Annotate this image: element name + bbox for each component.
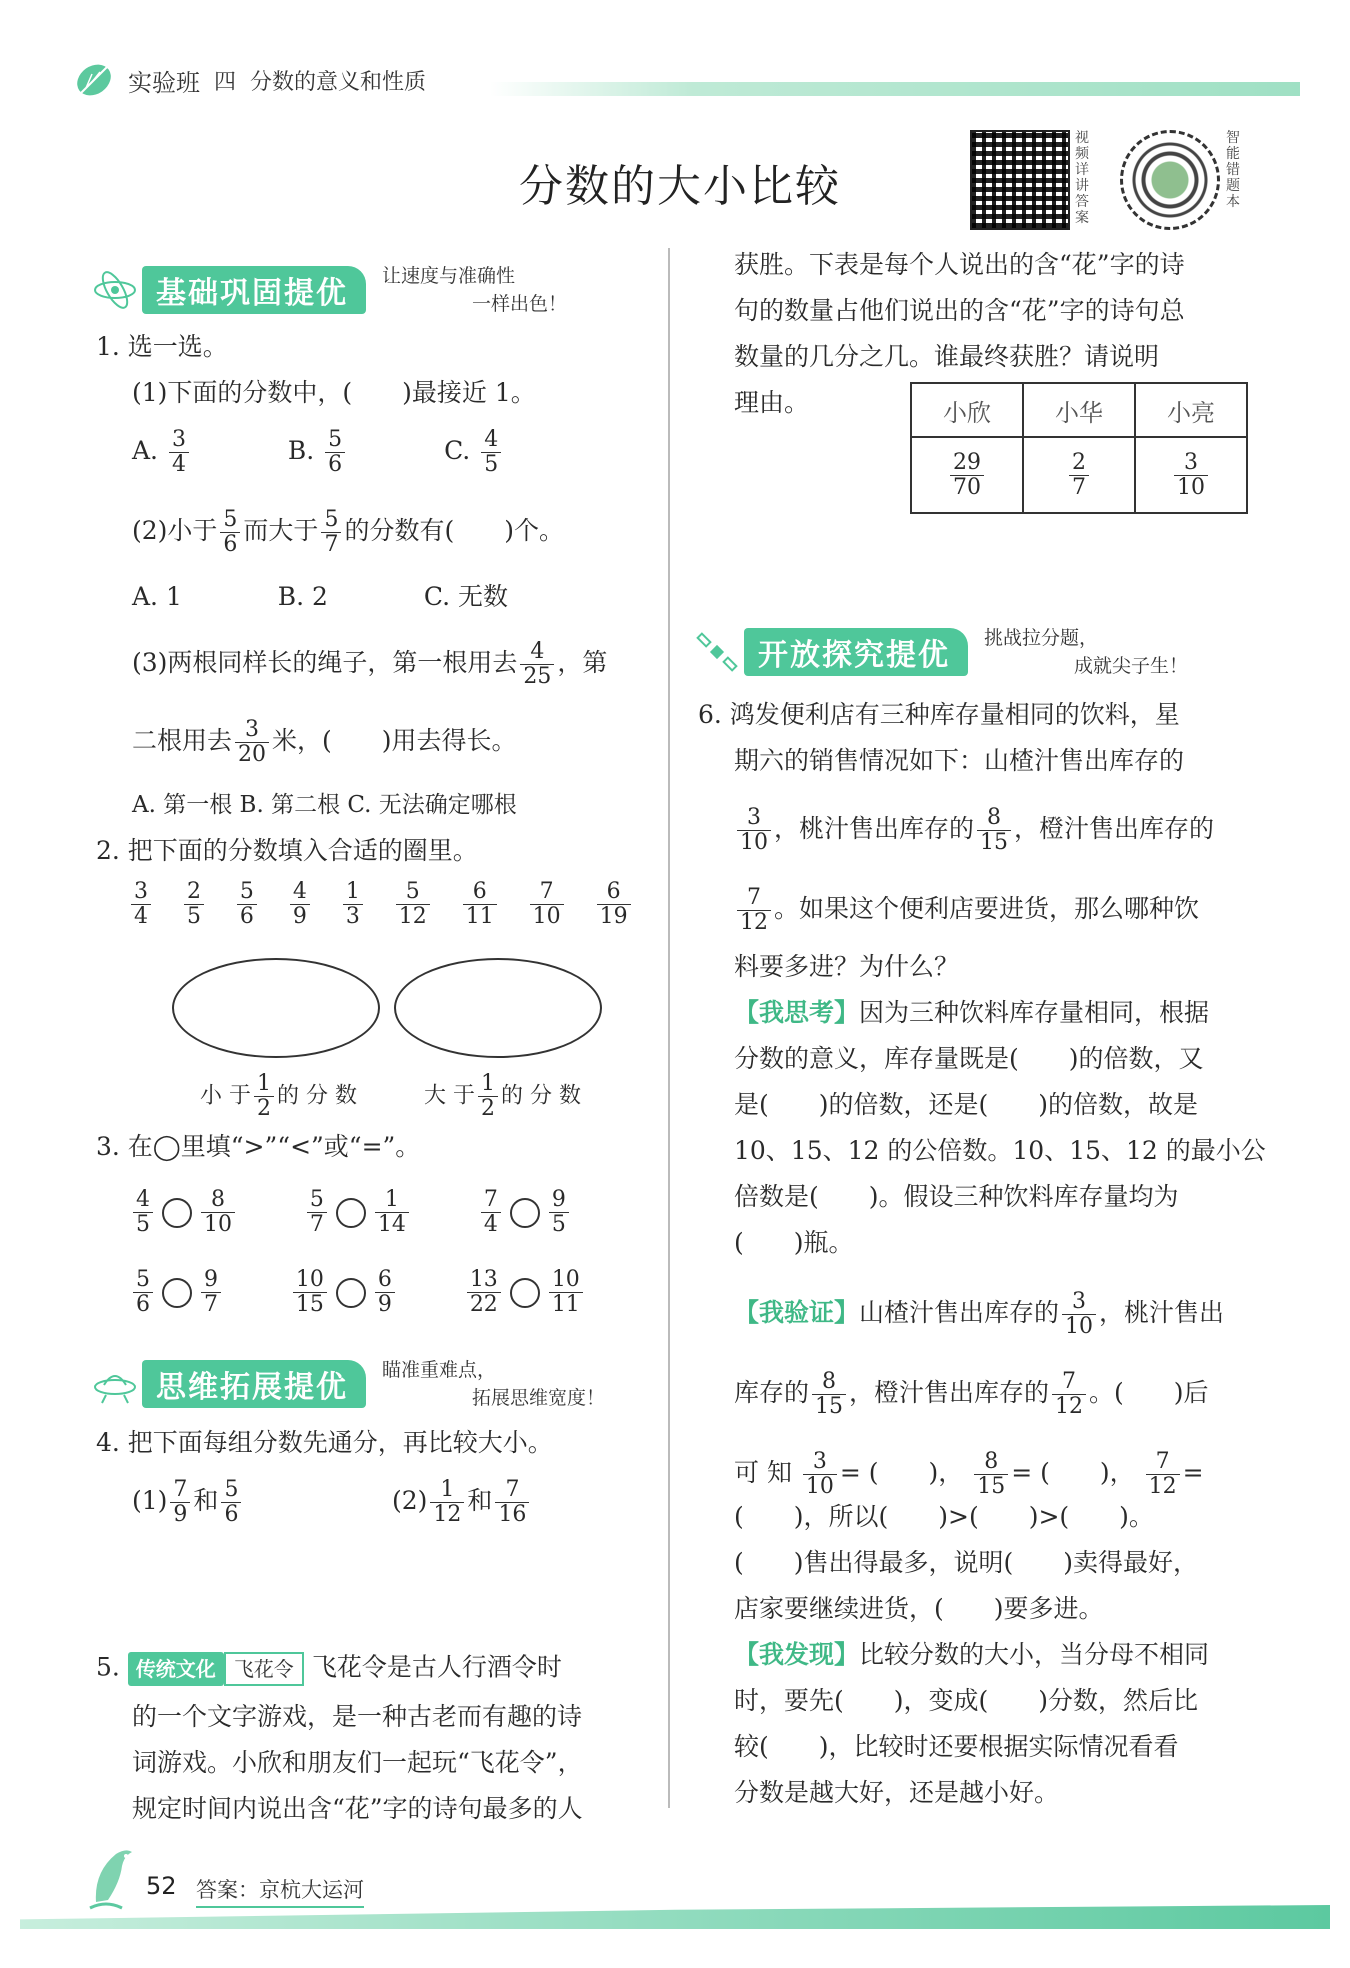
q5-line1 — [96, 1652, 562, 1686]
qr-code-video[interactable] — [970, 130, 1070, 230]
compare-circle[interactable] — [510, 1278, 540, 1308]
slogan-line: 让速度与准确性 — [382, 265, 516, 287]
brand-name: 实验班 — [128, 68, 200, 97]
fraction: $\frac{5}{6}$ — [221, 1478, 241, 1527]
fraction: $\frac{3}{10}$ — [1062, 1290, 1096, 1339]
slogan-line: 挑战拉分题， — [984, 627, 1099, 649]
dolphin-icon — [86, 1842, 142, 1912]
q1-part1-options — [132, 428, 504, 477]
fraction: $\frac{7}{9}$ — [170, 1478, 190, 1527]
poem-score-table — [910, 382, 1248, 514]
text: (2) — [392, 1486, 428, 1515]
q1-part2 — [132, 508, 564, 557]
text: ，橙汁售出库存的 — [1014, 814, 1215, 843]
fraction: $\frac{7}{12}$ — [1146, 1450, 1180, 1499]
q5-line4: 规定时间内说出含“花”字的诗句最多的人 — [132, 1794, 583, 1823]
fraction: $\frac{13}{22}$ — [467, 1268, 501, 1317]
table-cell — [911, 437, 1023, 513]
q6-think-2: 分数的意义，库存量既是( )的倍数，又 — [734, 1044, 1204, 1073]
fraction: $\frac{9}{5}$ — [549, 1188, 569, 1237]
fraction: $\frac{2}{5}$ — [184, 880, 204, 929]
q1-part1: (1)下面的分数中，( )最接近 1。 — [132, 378, 536, 407]
q6-find-1 — [734, 1640, 1209, 1670]
q6-verify-6: 店家要继续进货，( )要多进。 — [734, 1594, 1104, 1623]
option-label: C. — [444, 436, 471, 465]
fraction: $\frac{1}{2}$ — [254, 1072, 274, 1121]
q1-part3-line1 — [132, 640, 607, 689]
text: 的分数有( )个。 — [344, 516, 564, 545]
text: (1) — [132, 1486, 168, 1515]
q6-verify-4: ( )，所以( )>( )>( )。 — [734, 1502, 1154, 1531]
text: = ( )， — [839, 1458, 964, 1487]
fraction: $\frac{6}{19}$ — [597, 880, 631, 929]
fraction: $\frac{10}{11}$ — [549, 1268, 583, 1317]
q1-stem: 1. 选一选。 — [96, 332, 228, 361]
q4-part2 — [392, 1478, 532, 1527]
text: 。( )后 — [1089, 1378, 1209, 1407]
q1-part3-options: A. 第一根 B. 第二根 C. 无法确定哪根 — [132, 792, 517, 818]
q6-line3 — [734, 806, 1214, 855]
badge-feihualing: 飞花令 — [224, 1652, 304, 1686]
q6-verify-1 — [734, 1290, 1224, 1339]
fraction: $\frac{8}{10}$ — [201, 1188, 235, 1237]
text: ，第 — [557, 648, 608, 677]
compare-circle[interactable] — [162, 1278, 192, 1308]
fraction: $\frac{5}{7}$ — [321, 508, 341, 557]
leaf-logo-icon — [74, 60, 114, 100]
text: 和 — [467, 1486, 493, 1515]
table-header-cell: 小华 — [1023, 383, 1135, 437]
text: 库存的 — [734, 1378, 810, 1407]
text: ，橙汁售出库存的 — [849, 1378, 1050, 1407]
fraction: $\frac{7}{12}$ — [1052, 1370, 1086, 1419]
fraction: $\frac{8}{15}$ — [977, 806, 1011, 855]
question-number: 5. — [96, 1652, 120, 1682]
q5-line2: 的一个文字游戏，是一种古老而有趣的诗 — [132, 1702, 583, 1731]
qr-label-video: 视频详讲答案 — [1075, 130, 1089, 226]
text: 。如果这个便利店要进货，那么哪种饮 — [774, 894, 1200, 923]
table-row — [911, 437, 1247, 513]
fraction: $\frac{7}{12}$ — [737, 886, 771, 935]
text: = ( )， — [1011, 1458, 1135, 1487]
q6-verify-3 — [734, 1450, 1204, 1499]
section-banner-open — [694, 624, 1188, 680]
q3-row2 — [130, 1268, 586, 1317]
ufo-icon — [92, 1361, 138, 1407]
chapter-title: 分数的意义和性质 — [250, 69, 427, 95]
q6-line5: 料要多进？为什么？ — [734, 952, 960, 981]
table-header-cell: 小欣 — [911, 383, 1023, 437]
text: 飞花令是古人行酒令时 — [311, 1652, 562, 1682]
slogan-line: 瞄准重难点， — [382, 1359, 497, 1381]
text: ，桃汁售出库存的 — [774, 814, 975, 843]
q5-line7: 数量的几分之几。谁最终获胜？请说明 — [734, 342, 1160, 371]
fraction: $\frac{1}{12}$ — [430, 1478, 464, 1527]
fraction: $\frac{29}{70}$ — [950, 451, 984, 500]
q2-stem: 2. 把下面的分数填入合适的圈里。 — [96, 836, 478, 865]
tag-think: 【我思考】 — [734, 998, 860, 1027]
fraction: $\frac{1}{14}$ — [375, 1188, 409, 1237]
text: 而大于 — [243, 516, 319, 545]
section-banner-thinking — [92, 1356, 605, 1412]
fraction: $\frac{3}{10}$ — [1174, 451, 1208, 500]
q5-line8: 理由。 — [734, 388, 810, 417]
text: 比较分数的大小，当分母不相同 — [859, 1640, 1210, 1669]
q2-fraction-list — [128, 880, 634, 929]
answer-hint: 答案：京杭大运河 — [196, 1874, 364, 1908]
fraction: $\frac{3}{4}$ — [131, 880, 151, 929]
q6-find-3: 较( )，比较时还要根据实际情况看看 — [734, 1732, 1179, 1761]
fraction: $\frac{8}{15}$ — [812, 1370, 846, 1419]
q5-line6: 句的数量占他们说出的含“花”字的诗句总 — [734, 296, 1185, 325]
tag-verify: 【我验证】 — [734, 1298, 860, 1327]
fraction: $\frac{5}{12}$ — [396, 880, 430, 929]
fraction: $\frac{7}{10}$ — [530, 880, 564, 929]
slogan-line: 一样出色！ — [472, 293, 568, 315]
q6-line4 — [734, 886, 1199, 935]
q5-line5: 获胜。下表是每个人说出的含“花”字的诗 — [734, 250, 1185, 279]
fraction: $\frac{5}{6}$ — [133, 1268, 153, 1317]
table-header-row — [911, 383, 1247, 437]
fraction: $\frac{5}{6}$ — [237, 880, 257, 929]
fraction: $\frac{5}{6}$ — [220, 508, 240, 557]
fraction: $\frac{4}{5}$ — [481, 428, 501, 477]
qr-label-error-book: 智能错题本 — [1226, 130, 1240, 210]
fraction: $\frac{3}{10}$ — [803, 1450, 837, 1499]
page-number: 52 — [146, 1872, 177, 1900]
compare-circle[interactable] — [336, 1278, 366, 1308]
footer-band — [20, 1905, 1330, 1929]
slogan-line: 拓展思维宽度！ — [472, 1387, 606, 1409]
text: = — [1182, 1458, 1204, 1487]
option-label: A. — [132, 436, 159, 465]
fraction: $\frac{2}{7}$ — [1069, 451, 1089, 500]
text: 二根用去 — [132, 726, 233, 755]
text: 小 于 — [200, 1083, 251, 1109]
fraction: $\frac{7}{4}$ — [481, 1188, 501, 1237]
option: A. 1 — [132, 582, 182, 611]
q6-think-4: 10、15、12 的公倍数。10、15、12 的最小公 — [734, 1136, 1266, 1165]
q3-stem: 3. 在◯里填“>”“<”或“=”。 — [96, 1132, 421, 1161]
text: 和 — [193, 1486, 219, 1515]
fraction: $\frac{8}{15}$ — [974, 1450, 1008, 1499]
fraction: $\frac{7}{16}$ — [495, 1478, 529, 1527]
fraction: $\frac{5}{7}$ — [307, 1188, 327, 1237]
text: 的 分 数 — [501, 1083, 581, 1109]
section-banner-basic — [92, 262, 567, 318]
fraction: $\frac{4}{5}$ — [133, 1188, 153, 1237]
q6-think-3: 是( )的倍数，还是( )的倍数，故是 — [734, 1090, 1199, 1119]
section-label-thinking: 思维拓展提优 — [142, 1360, 366, 1408]
q6-line1: 6. 鸿发便利店有三种库存量相同的饮料，星 — [698, 700, 1180, 729]
fraction: $\frac{1}{2}$ — [478, 1072, 498, 1121]
text: ，桃汁售出 — [1099, 1298, 1225, 1327]
fraction: $\frac{5}{6}$ — [325, 428, 345, 477]
q1-part3-line2 — [132, 718, 517, 767]
q1-part2-options — [132, 582, 508, 612]
section-label-basic: 基础巩固提优 — [142, 266, 366, 314]
q6-think-6: ( )瓶。 — [734, 1228, 854, 1257]
section-slogan-basic — [382, 262, 567, 318]
fraction: $\frac{4}{9}$ — [290, 880, 310, 929]
compare-circle[interactable] — [162, 1198, 192, 1228]
fraction: $\frac{6}{11}$ — [463, 880, 497, 929]
text: 米，( )用去得长。 — [272, 726, 517, 755]
answer-oval-greater-than-half[interactable] — [394, 958, 602, 1058]
text: 因为三种饮料库存量相同，根据 — [859, 998, 1210, 1027]
q3-row1 — [130, 1188, 572, 1237]
q4-stem: 4. 把下面每组分数先通分，再比较大小。 — [96, 1428, 553, 1457]
column-divider — [668, 248, 670, 1808]
q6-find-4: 分数是越大好，还是越小好。 — [734, 1778, 1060, 1807]
fraction: $\frac{9}{7}$ — [201, 1268, 221, 1317]
answer-oval-less-than-half[interactable] — [172, 958, 380, 1058]
qr-code-error-book[interactable] — [1120, 130, 1220, 230]
q6-find-2: 时，要先( )，变成( )分数，然后比 — [734, 1686, 1199, 1715]
section-slogan-open — [984, 624, 1188, 680]
table-cell — [1135, 437, 1247, 513]
fraction: $\frac{3}{20}$ — [235, 718, 269, 767]
q5-line3: 词游戏。小欣和朋友们一起玩“飞花令”， — [132, 1748, 583, 1777]
atom-icon — [92, 267, 138, 313]
tag-find: 【我发现】 — [734, 1640, 860, 1669]
fraction: $\frac{10}{15}$ — [293, 1268, 327, 1317]
slogan-line: 成就尖子生！ — [1074, 655, 1189, 677]
chapter-number: 四 — [214, 69, 237, 95]
fraction: $\frac{4}{25}$ — [520, 640, 554, 689]
text: 可 知 — [734, 1458, 792, 1487]
compare-circle[interactable] — [336, 1198, 366, 1228]
option: B. 2 — [277, 582, 328, 611]
caption-less-than-half — [200, 1072, 357, 1121]
q6-line2: 期六的销售情况如下：山楂汁售出库存的 — [734, 746, 1185, 775]
text: 山楂汁售出库存的 — [859, 1298, 1060, 1327]
page-header — [74, 60, 426, 100]
q6-verify-2 — [734, 1370, 1209, 1419]
section-slogan-thinking — [382, 1356, 605, 1412]
caption-greater-than-half — [424, 1072, 581, 1121]
table-header-cell: 小亮 — [1135, 383, 1247, 437]
option: C. 无数 — [423, 582, 508, 611]
fraction: $\frac{6}{9}$ — [375, 1268, 395, 1317]
text: (2)小于 — [132, 516, 218, 545]
option-label: B. — [287, 436, 315, 465]
header-band — [490, 82, 1300, 96]
text: (3)两根同样长的绳子，第一根用去 — [132, 648, 518, 677]
fraction: $\frac{3}{4}$ — [169, 428, 189, 477]
fraction: $\frac{3}{10}$ — [737, 806, 771, 855]
q6-think-1 — [734, 998, 1209, 1028]
table-cell — [1023, 437, 1135, 513]
q4-part1 — [132, 1478, 244, 1527]
section-label-open: 开放探究提优 — [744, 628, 968, 676]
page-title: 分数的大小比较 — [519, 161, 841, 212]
text: 大 于 — [424, 1083, 475, 1109]
text: 的 分 数 — [277, 1083, 357, 1109]
compare-circle[interactable] — [510, 1198, 540, 1228]
q6-verify-5: ( )售出得最多，说明( )卖得最好， — [734, 1548, 1199, 1577]
q6-think-5: 倍数是( )。假设三种饮料库存量均为 — [734, 1182, 1179, 1211]
satellite-icon — [694, 629, 740, 675]
fraction: $\frac{1}{3}$ — [343, 880, 363, 929]
badge-traditional-culture: 传统文化 — [128, 1652, 224, 1686]
